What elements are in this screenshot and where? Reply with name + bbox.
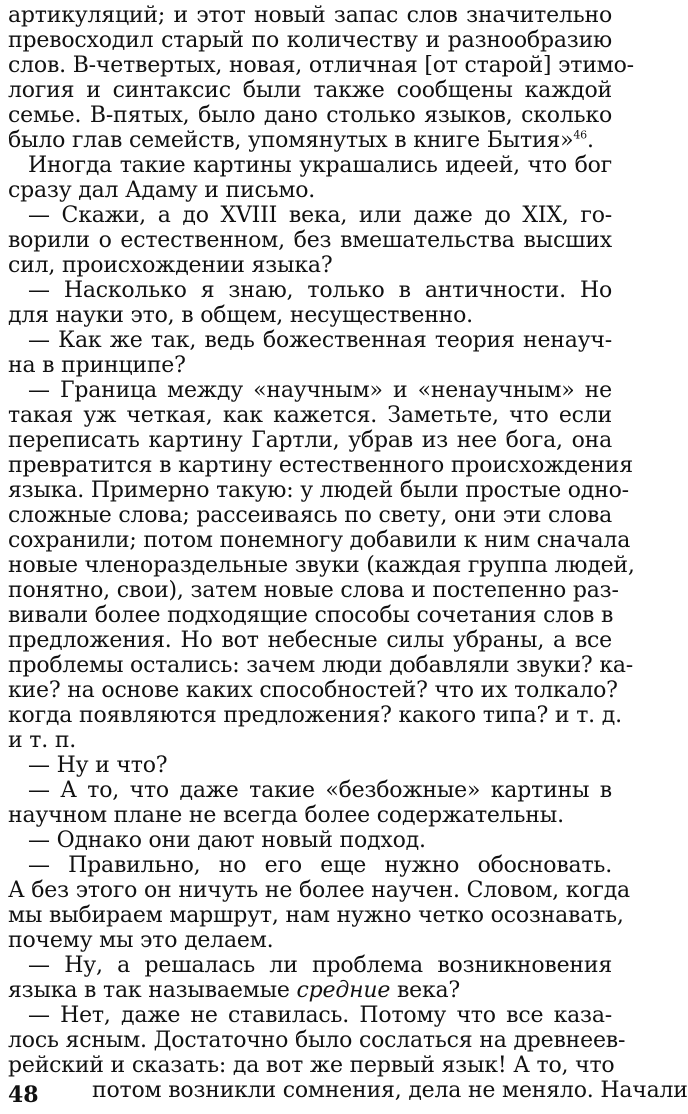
text-line: сразу дал Адаму и письмо. [8, 178, 316, 203]
text-line: понятно, свои), затем новые слова и постепенно раз- [8, 578, 619, 603]
text-line: когда появляются предложения? какого типа? и т. д. [8, 703, 622, 728]
text-line: вивали более подходящие способы сочетания слов в [8, 603, 614, 628]
text-line [8, 127, 612, 154]
text-line: лось ясным. Достаточно было сослаться на древнеев- [8, 1028, 626, 1053]
text-line: превосходил старый по количеству и разнообразию [8, 28, 612, 53]
text-line [8, 977, 612, 1004]
text-line: — Как же так, ведь божественная теория ненауч- [28, 328, 612, 353]
text-line-tail: века? [390, 978, 461, 1003]
text-line: А без этого он ничуть не более научен. Словом, когда [8, 878, 630, 903]
text-line: кие? на основе каких способностей? что их толкало? [8, 678, 618, 703]
page-number: 48 [8, 1082, 39, 1108]
text-line: проблемы остались: зачем люди добавляли звуки? ка- [8, 653, 634, 678]
text-line: на в принципе? [8, 353, 186, 378]
text-line: — Ну и что? [28, 753, 168, 778]
text-line: ворили о естественном, без вмешательства высших [8, 228, 612, 253]
text-line: сохранили; потом понемногу добавили к ним сначала [8, 528, 631, 553]
text-line-main: было глав семейств, упомянутых в книге Бытия» [8, 128, 574, 153]
text-line: языка. Примерно такую: у людей были простые одно- [8, 478, 629, 503]
text-line: рейский и сказать: да вот же первый язык! А то, что [8, 1053, 615, 1078]
text-line: — Скажи, а до XVIII века, или даже до XIX, го- [28, 203, 612, 228]
text-line: сил, происхождении языка? [8, 253, 333, 278]
text-line: почему мы это делаем. [8, 928, 274, 953]
text-line: — А то, что даже такие «безбожные» картины в [28, 778, 612, 803]
text-line: переписать картину Гартли, убрав из нее бога, она [8, 428, 612, 453]
text-line: — Правильно, но его еще нужно обосновать. [28, 853, 612, 878]
text-line: такая уж четкая, как кажется. Заметьте, что если [8, 403, 612, 428]
footnote-reference: 46 [573, 128, 587, 142]
text-line: научном плане не всегда более содержательны. [8, 803, 564, 828]
text-line: — Однако они дают новый подход. [28, 828, 426, 853]
text-line: семье. В-пятых, было дано столько языков, сколько [8, 103, 612, 128]
text-line-tail: . [586, 128, 594, 153]
text-line: для науки это, в общем, несущественно. [8, 303, 473, 328]
text-line: слов. В-четвертых, новая, отличная [от старой] этимо- [8, 53, 634, 78]
text-line: новые членораздельные звуки (каждая группа людей, [8, 553, 635, 578]
text-line: превратится в картину естественного происхождения [8, 453, 633, 478]
text-line: и т. п. [8, 728, 77, 753]
text-line: — Граница между «научным» и «ненаучным» не [28, 378, 612, 403]
text-line: мы выбираем маршрут, нам нужно четко осознавать, [8, 903, 624, 928]
text-line: артикуляций; и этот новый запас слов значительно [8, 3, 612, 28]
text-line: — Нет, даже не ставилась. Потому что все каза- [28, 1003, 612, 1028]
text-line: Иногда такие картины украшались идеей, что бог [28, 153, 612, 178]
text-line: сложные слова; рассеиваясь по свету, они эти слова [8, 503, 613, 528]
text-line: логия и синтаксис были также сообщены каждой [8, 78, 612, 103]
text-line: — Ну, а решалась ли проблема возникновения [28, 953, 612, 978]
text-line: предложения. Но вот небесные силы убраны, а все [8, 628, 612, 653]
text-line: потом возникли сомнения, дела не меняло. Начали [92, 1078, 688, 1103]
text-line: — Насколько я знаю, только в античности. Но [28, 278, 612, 303]
text-line-main: языка в так называемые [8, 978, 297, 1003]
italic-word: средние [296, 978, 391, 1003]
